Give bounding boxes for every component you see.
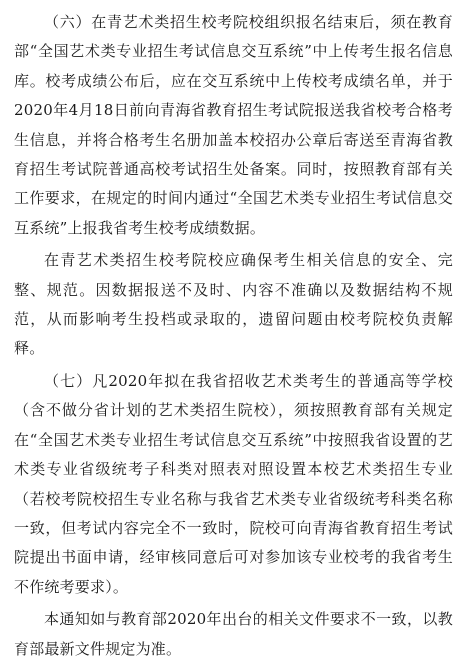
paragraph-six-upload: （六）在青艺术类招生校考院校组织报名结束后，须在教育部“全国艺术类专业招生考试信息交互系统”中上传考生报名信息库。校考成绩公布后，应在交互系统中上传校考成绩名单，并于2020年4月18日前向青海省教育招生考试院报送我省校考合格考生信息，并将合格考生名册加盖本校招办公章后寄送至青海省教育招生考试院普通高校考试招生处备案。同时，按照教育部有关工作要求，在规定的时间内通过“全国艺术类专业招生考试信息交互系统”上报我省考生校考成绩数据。 — [14, 13, 453, 237]
paragraph-seven-major-setup: （七）凡2020年拟在我省招收艺术类考生的普通高等学校（含不做分省计划的艺术类招生院校），须按照教育部有关规定在“全国艺术类专业招生考试信息交互系统”中按照我省设置的艺术类专业省级统考子科类对照表对照设置本校艺术类招生专业（若校考院校招生专业名称与我省艺术类专业省级统考科类名称一致，但考试内容完全不一致时，院校可向青海省教育招生考试院提出书面申请，经审核同意后可对参加该专业校考的我省考生不作统考要求）。 — [14, 371, 453, 596]
paragraph-notice-precedence: 本通知如与教育部2020年出台的相关文件要求不一致，以教育部最新文件规定为准。 — [14, 610, 453, 658]
paragraph-data-security: 在青艺术类招生校考院校应确保考生相关信息的安全、完整、规范。因数据报送不及时、内容不准确以及数据结构不规范，从而影响考生投档或录取的，遗留问题由校考院校负责解释。 — [14, 251, 453, 358]
